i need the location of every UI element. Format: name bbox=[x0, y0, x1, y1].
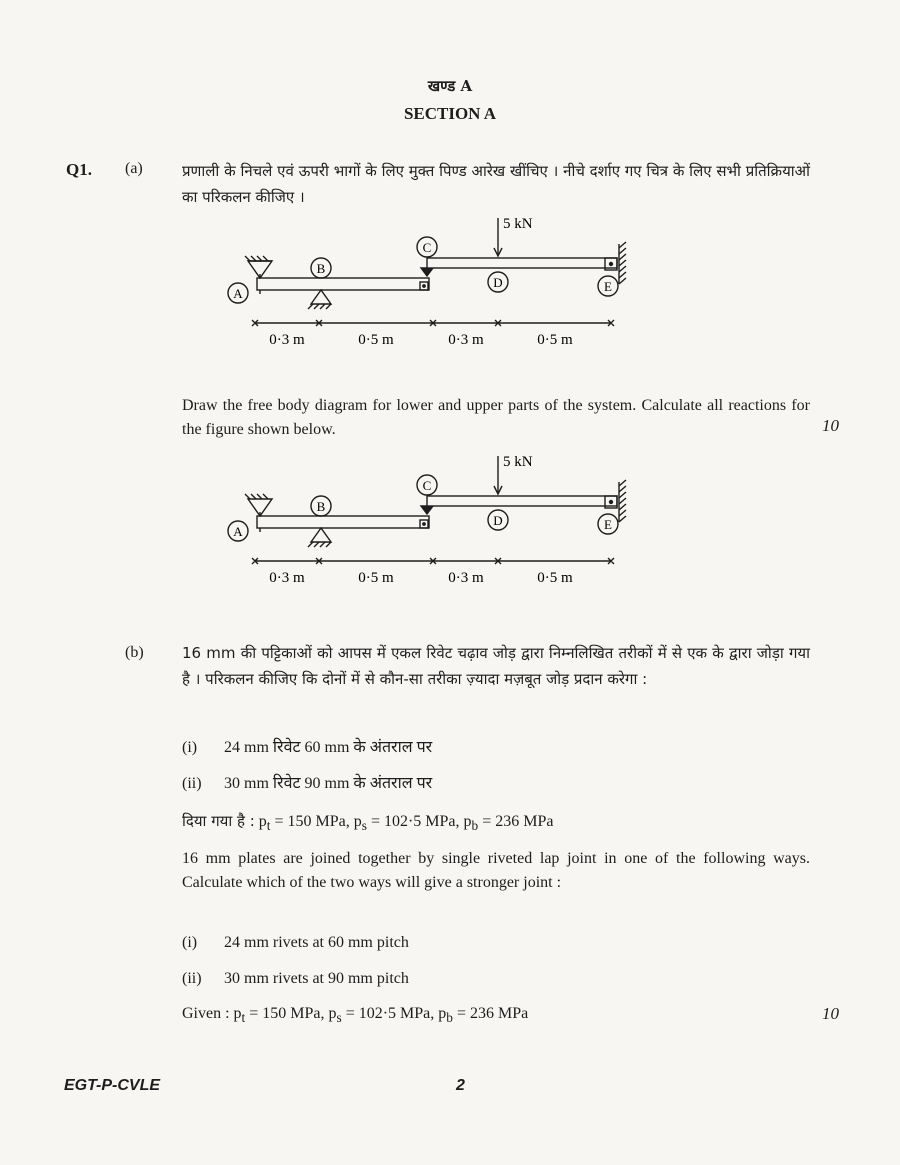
ps-value: = 102·5 MPa, bbox=[341, 1005, 435, 1022]
ps-subscript: s bbox=[361, 818, 367, 834]
node-d-label: D bbox=[493, 275, 503, 290]
option-number: (ii) bbox=[182, 970, 202, 987]
option-text: 30 mm rivets at 90 mm pitch bbox=[224, 970, 409, 987]
question-number: Q1. bbox=[66, 160, 92, 179]
node-c-label: C bbox=[422, 240, 432, 255]
node-e-label: E bbox=[604, 279, 612, 294]
part-a-label: (a) bbox=[125, 160, 143, 177]
part-a-english-text: Draw the free body diagram for lower and upper parts of the system. Calculate all reactions for the figure shown below. bbox=[182, 397, 810, 438]
hindi-given-values bbox=[182, 808, 553, 834]
english-option-2 bbox=[182, 970, 409, 988]
option-text: 24 mm rivets at 60 mm pitch bbox=[224, 934, 409, 951]
pt-symbol: p bbox=[233, 1005, 242, 1022]
part-b-label: (b) bbox=[125, 644, 144, 661]
given-prefix: Given : bbox=[182, 1005, 230, 1022]
node-e-label: E bbox=[604, 517, 612, 532]
beam-figure-english bbox=[215, 446, 635, 591]
beam-diagram bbox=[228, 456, 626, 564]
option-text: 24 mm रिवेट 60 mm के अंतराल पर bbox=[224, 739, 433, 756]
part-b-hindi-text: 16 mm की पट्टिकाओं को आपस में एकल रिवेट चढ़ाव जोड़ द्वारा निम्नलिखित तरीकों में से एक के द्वारा जोड़ा गया है । परिकलन कीजिए कि दोनों में से कौन-सा तरीका ज़्यादा मज़बूत जोड़ प्रदान करेगा : bbox=[182, 644, 810, 688]
given-prefix: दिया गया है : bbox=[182, 812, 255, 830]
pb-symbol: p bbox=[438, 1005, 447, 1022]
option-text: 30 mm रिवेट 90 mm के अंतराल पर bbox=[224, 775, 433, 792]
pb-value: = 236 MPa bbox=[452, 1005, 529, 1022]
beam-diagram bbox=[228, 218, 626, 326]
pt-subscript: t bbox=[241, 1010, 246, 1026]
hindi-option-1 bbox=[182, 735, 432, 761]
node-a-label: A bbox=[233, 524, 243, 539]
dimension-label: 0·3 m bbox=[269, 332, 305, 348]
load-label: 5 kN bbox=[503, 454, 533, 470]
dimension-label: 0·3 m bbox=[448, 570, 484, 586]
dimension-label: 0·5 m bbox=[358, 570, 394, 586]
node-b-label: B bbox=[316, 499, 326, 514]
pb-value: = 236 MPa bbox=[478, 813, 554, 830]
node-b-label: B bbox=[316, 261, 326, 276]
pt-value: = 150 MPa, bbox=[270, 813, 350, 830]
dimension-label: 0·5 m bbox=[537, 332, 573, 348]
pb-symbol: p bbox=[463, 813, 472, 830]
english-option-1 bbox=[182, 934, 409, 952]
dimension-label: 0·5 m bbox=[358, 332, 394, 348]
node-c-label: C bbox=[422, 478, 432, 493]
pt-value: = 150 MPa, bbox=[245, 1005, 325, 1022]
node-a-label: A bbox=[233, 286, 243, 301]
ps-subscript: s bbox=[336, 1010, 342, 1026]
part-b-english-text: 16 mm plates are joined together by single riveted lap joint in one of the following ways. Calculate which of the two ways will give a stronger joint : bbox=[182, 850, 810, 891]
page-number: 2 bbox=[456, 1077, 465, 1094]
ps-value: = 102·5 MPa, bbox=[366, 813, 460, 830]
node-d-label: D bbox=[493, 513, 503, 528]
section-title: SECTION A bbox=[403, 104, 497, 123]
dimension-label: 0·3 m bbox=[448, 332, 484, 348]
pb-subscript: b bbox=[471, 818, 479, 834]
pb-subscript: b bbox=[446, 1010, 453, 1026]
pt-subscript: t bbox=[266, 818, 271, 834]
section-title-hindi: खण्ड A bbox=[427, 77, 473, 95]
hindi-option-2 bbox=[182, 771, 432, 797]
ps-symbol: p bbox=[328, 1005, 337, 1022]
beam-figure-hindi bbox=[215, 208, 635, 353]
ps-symbol: p bbox=[353, 813, 362, 830]
marks-part-a: 10 bbox=[822, 416, 839, 435]
part-a-hindi-text: प्रणाली के निचले एवं ऊपरी भागों के लिए मुक्त पिण्ड आरेख खींचिए । नीचे दर्शाए गए चित्र के लिए सभी प्रतिक्रियाओं का परिकलन कीजिए । bbox=[182, 162, 810, 206]
paper-code: EGT-P-CVLE bbox=[64, 1077, 161, 1094]
pt-symbol: p bbox=[258, 813, 267, 830]
option-number: (i) bbox=[182, 739, 198, 756]
dimension-label: 0·3 m bbox=[269, 570, 305, 586]
option-number: (ii) bbox=[182, 775, 202, 792]
english-given-values bbox=[182, 1005, 528, 1026]
option-number: (i) bbox=[182, 934, 198, 951]
marks-part-b: 10 bbox=[822, 1004, 839, 1023]
load-label: 5 kN bbox=[503, 216, 533, 232]
dimension-label: 0·5 m bbox=[537, 570, 573, 586]
